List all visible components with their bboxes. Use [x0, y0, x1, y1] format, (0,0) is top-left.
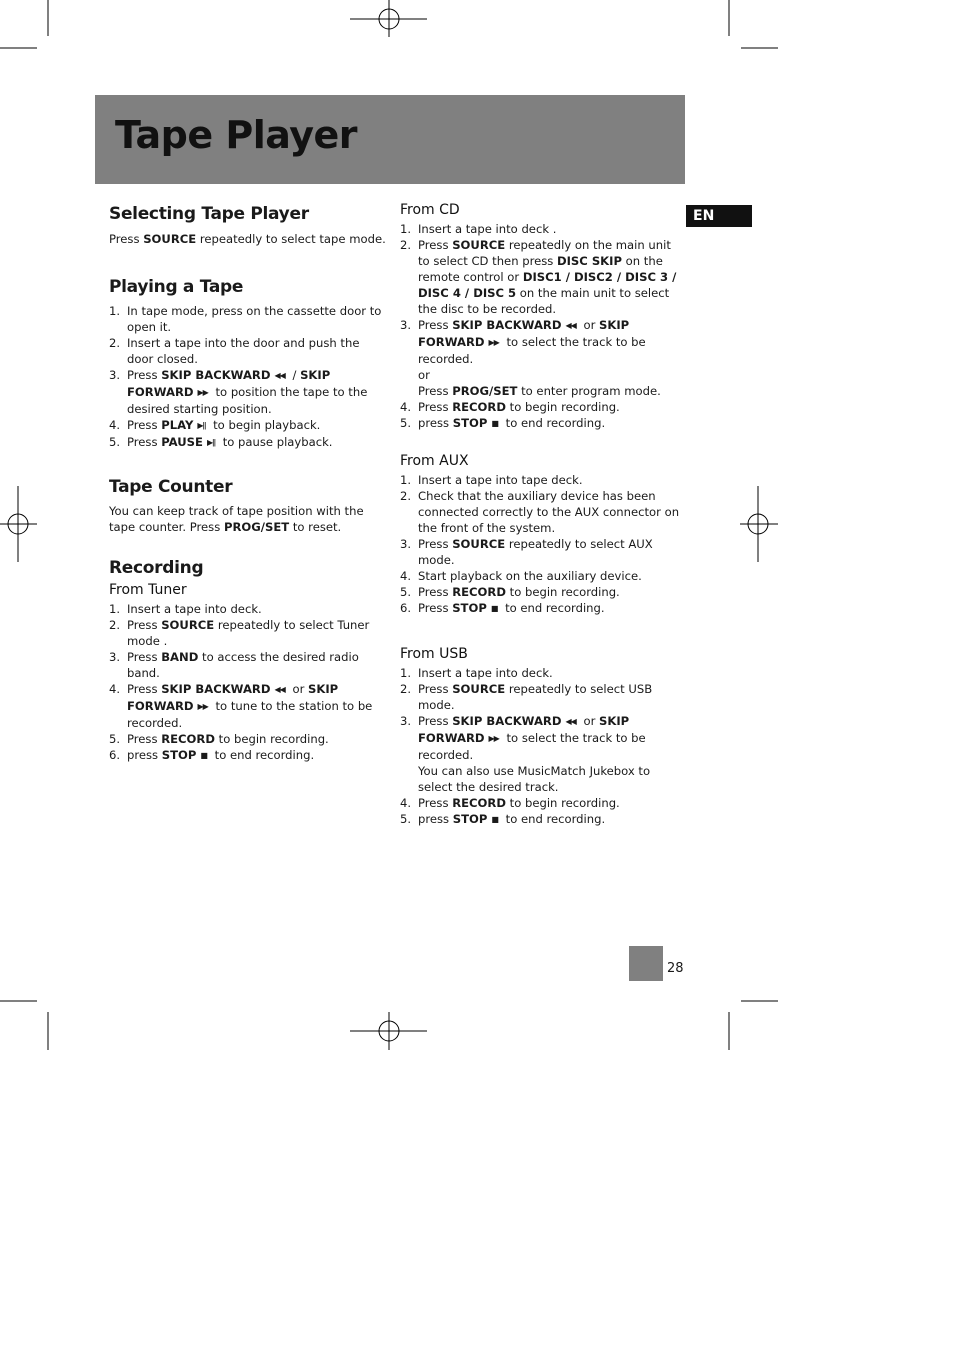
- cd-steps: [400, 221, 685, 432]
- list-item: 5. press STOP ■ to end recording.: [400, 416, 606, 430]
- skip-forward-icon: ▶▶: [197, 388, 208, 397]
- list-item: 4. Press PLAY ▶ǁ to begin playback.: [109, 418, 321, 432]
- skip-backward-icon: ◀◀: [274, 371, 285, 380]
- list-item: 3. Press SKIP BACKWARD ◀◀ / SKIP FORWARD ▶▶ to position the tape to the desired starting position.: [109, 368, 368, 416]
- page-number: 28: [667, 961, 684, 976]
- skip-backward-icon: ◀◀: [565, 321, 576, 330]
- skip-backward-icon: ◀◀: [274, 685, 285, 694]
- page-title: Tape Player: [115, 113, 358, 157]
- stop-icon: ■: [491, 815, 498, 824]
- list-item: 4. Press RECORD to begin recording.: [400, 400, 620, 414]
- aux-steps: [400, 472, 685, 617]
- title-band: [95, 95, 685, 184]
- list-item: 3. Press SKIP BACKWARD ◀◀ or SKIP FORWARD ▶▶ to select the track to be recorded. You can also use MusicMatch Jukebox to select the desired track.: [400, 714, 651, 794]
- playing-steps: [109, 303, 387, 451]
- list-item: 3. Press SKIP BACKWARD ◀◀ or SKIP FORWARD ▶▶ to select the track to be recorded. or Press PROG/SET to enter program mode.: [400, 318, 661, 398]
- list-item: 5. press STOP ■ to end recording.: [400, 812, 606, 826]
- page-number-box: [629, 946, 663, 981]
- skip-forward-icon: ▶▶: [197, 702, 208, 711]
- play-pause-icon: ▶ǁ: [197, 421, 206, 430]
- usb-steps: [400, 665, 685, 828]
- stop-icon: ■: [200, 751, 207, 760]
- list-item: 2. Press SOURCE repeatedly to select USB mode.: [400, 682, 653, 712]
- list-item: 5. Press RECORD to begin recording.: [400, 585, 620, 599]
- list-item: 2. Press SOURCE repeatedly on the main unit to select CD then press DISC SKIP on the remote control or DISC1 / DISC2 / DISC 3 / DISC 4 / DISC 5 on the main unit to select the disc to be recorded.: [400, 238, 677, 316]
- subheading-from-aux: From AUX: [400, 453, 469, 469]
- heading-selecting-tape-player: Selecting Tape Player: [109, 204, 309, 224]
- list-item: 4. Start playback on the auxiliary device.: [400, 569, 642, 583]
- list-item: 2. Press SOURCE repeatedly to select Tuner mode .: [109, 618, 370, 648]
- list-item: 1. Insert a tape into deck .: [400, 222, 557, 236]
- list-item: 3. Press SOURCE repeatedly to select AUX mode.: [400, 537, 653, 567]
- subheading-from-tuner: From Tuner: [109, 582, 187, 598]
- list-item: 4. Press SKIP BACKWARD ◀◀ or SKIP FORWARD ▶▶ to tune to the station to be recorded.: [109, 682, 373, 730]
- list-item: 1. Insert a tape into deck.: [400, 666, 553, 680]
- list-item: 3. Press BAND to access the desired radio band.: [109, 650, 359, 680]
- list-item: 1. Insert a tape into deck.: [109, 602, 262, 616]
- right-column: [400, 201, 685, 828]
- skip-backward-icon: ◀◀: [565, 717, 576, 726]
- list-item: 2. Insert a tape into the door and push the door closed.: [109, 336, 360, 366]
- list-item: 5. Press PAUSE ▶ǁ to pause playback.: [109, 435, 333, 449]
- left-column: [109, 203, 387, 764]
- language-tab: EN: [686, 205, 752, 227]
- heading-playing-a-tape: Playing a Tape: [109, 277, 244, 297]
- skip-forward-icon: ▶▶: [488, 338, 499, 347]
- stop-icon: ■: [491, 419, 498, 428]
- list-item: 4. Press RECORD to begin recording.: [400, 796, 620, 810]
- heading-tape-counter: Tape Counter: [109, 477, 233, 497]
- stop-icon: ■: [490, 604, 498, 613]
- selecting-text: Press SOURCE repeatedly to select tape mode.: [109, 232, 386, 246]
- subheading-from-usb: From USB: [400, 646, 468, 662]
- subheading-from-cd: From CD: [400, 202, 460, 218]
- list-item: 5. Press RECORD to begin recording.: [109, 732, 329, 746]
- tuner-steps: [109, 601, 387, 764]
- heading-recording: Recording: [109, 558, 204, 578]
- list-item: 6. Press STOP ■ to end recording.: [400, 601, 605, 615]
- list-item: 1. In tape mode, press on the cassette door to open it.: [109, 304, 382, 334]
- list-item: 2. Check that the auxiliary device has been connected correctly to the AUX connector on the front of the system.: [400, 489, 680, 535]
- play-pause-icon: ▶ǁ: [206, 438, 216, 447]
- skip-forward-icon: ▶▶: [488, 734, 499, 743]
- list-item: 1. Insert a tape into tape deck.: [400, 473, 583, 487]
- tape-counter-text: You can keep track of tape position with the tape counter. Press PROG/SET to reset.: [109, 504, 364, 534]
- list-item: 6. press STOP ■ to end recording.: [109, 748, 315, 762]
